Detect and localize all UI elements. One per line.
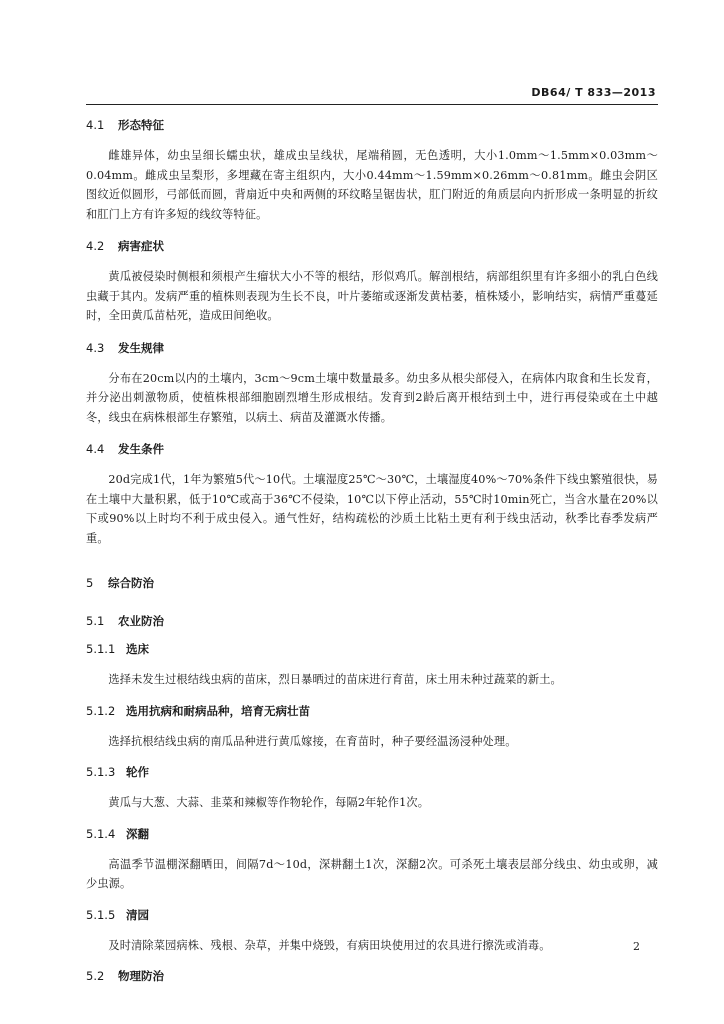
subsection-paragraph: 黄瓜与大葱、大蒜、韭菜和辣椒等作物轮作，每隔2年轮作1次。: [108, 796, 430, 809]
section-paragraph: 20d完成1代，1年为繁殖5代～10代。土壤湿度25℃～30℃，土壤湿度40%～70%条件下线虫繁殖很快，易在土壤中大量积累，低于10℃或高于36℃不侵染，10℃以下停止活动，55℃时10min死亡，当含水量在20%以下或90%以上时均不利于成虫侵入。通气性好，结构疏松的沙质土比粘土更有利于线虫活动，秋季比春季发病严重。: [86, 473, 658, 545]
subsection-heading: 5.1.3 轮作: [86, 765, 149, 779]
subsection-paragraph: 选择未发生过根结线虫病的苗床，烈日暴晒过的苗床进行育苗，床土用未种过蔬菜的新土。: [108, 673, 562, 686]
section-paragraph: 分布在20cm以内的土壤内，3cm～9cm土壤中数量最多。幼虫多从根尖部侵入，在病体内取食和生长发育，并分泌出刺激物质，使植株根部细胞剧烈增生形成根结。发育到2龄后离开根结到土中，进行再侵染或在土中越冬，线虫在病株根部生存繁殖，以病土、病苗及灌溉水传播。: [86, 371, 658, 424]
section-heading: 4.4 发生条件: [86, 442, 164, 456]
section-heading: 4.2 病害症状: [86, 239, 164, 253]
section-heading: 4.3 发生规律: [86, 340, 164, 355]
document-code: DB64/ T 833—2013: [531, 86, 656, 99]
subsection-paragraph: 选择抗根结线虫病的南瓜品种进行黄瓜嫁接，在育苗时，种子要经温汤浸种处理。: [108, 734, 517, 748]
subsection-heading: 5.1.2 选用抗病和耐病品种，培育无病壮苗: [86, 703, 310, 718]
subsection-heading: 5.1.1 选床: [86, 642, 149, 656]
section-heading: 5.1 农业防治: [86, 614, 164, 628]
section-paragraph: 黄瓜被侵染时侧根和须根产生瘤状大小不等的根结，形似鸡爪。解剖根结，病部组织里有许多细小的乳白色线虫藏于其内。发病严重的植株则表现为生长不良，叶片萎缩或逐渐发黄枯萎，植株矮小，影响结实，病情严重蔓延时，全田黄瓜苗枯死，造成田间绝收。: [86, 270, 658, 322]
subsection-paragraph: 高温季节温棚深翻晒田，间隔7d～10d，深耕翻土1次，深翻2次。可杀死土壤表层部分线虫、幼虫或卵，减少虫源。: [86, 857, 658, 890]
section-paragraph: 雌雄异体，幼虫呈细长蠕虫状，雄成虫呈线状，尾端稍圆，无色透明，大小1.0mm～1.5mm×0.03mm～0.04mm。雌成虫呈梨形，多埋藏在寄主组织内，大小0.44mm～1.59mm×0.26mm～0.81mm。雌虫会阴区图纹近似圆形，弓部低而圆，背扇近中央和两侧的环纹略呈锯齿状，肛门附近的角质层向内折形成一条明显的折纹和肛门上方有许多短的线纹等特征。: [86, 149, 658, 221]
chapter-heading: 5 综合防治: [86, 576, 154, 590]
page-number: 2: [633, 940, 640, 953]
document-body: [86, 116, 658, 985]
section-heading: 4.1 形态特征: [86, 118, 164, 132]
subsection-paragraph: 及时清除菜园病株、残根、杂草，并集中烧毁，有病田块使用过的农具进行擦洗或消毒。: [108, 938, 551, 952]
subsection-heading: 5.1.4 深翻: [86, 826, 149, 841]
header-rule: [86, 104, 658, 105]
subsection-heading: 5.1.5 清园: [86, 907, 149, 922]
section-heading: 5.2 物理防治: [86, 969, 164, 983]
